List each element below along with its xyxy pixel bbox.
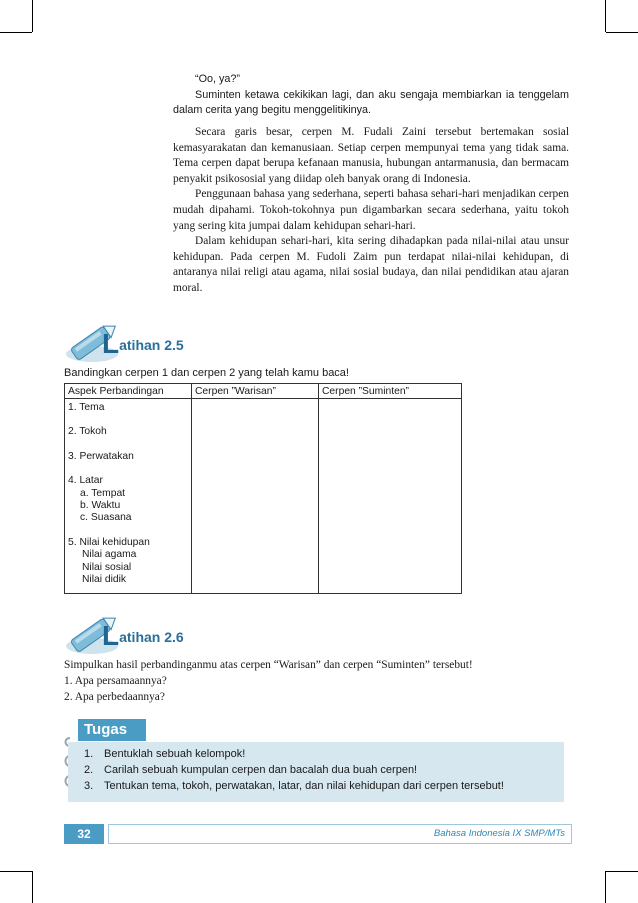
comparison-table bbox=[64, 383, 462, 594]
latihan-2-5-title-text: atihan 2.5 bbox=[119, 337, 184, 353]
warisan-answer-cell[interactable] bbox=[192, 399, 319, 594]
book-title: Bahasa Indonesia IX SMP/MTs bbox=[433, 828, 565, 839]
aspect-suasana: c. Suasana bbox=[80, 512, 132, 524]
tugas-item-text: Tentukan tema, tokoh, perwatakan, latar, dan nilai kehidupan dari cerpen tersebut! bbox=[104, 780, 504, 792]
aspect-latar: 4. Latar bbox=[68, 475, 103, 487]
tugas-item-text: Carilah sebuah kumpulan cerpen dan bacalah dua buah cerpen! bbox=[104, 764, 418, 776]
latihan-2-5-title bbox=[102, 330, 184, 358]
tugas-item-text: Bentuklah sebuah kelompok! bbox=[104, 748, 246, 760]
tugas-item bbox=[84, 762, 504, 778]
latihan-2-6-instruction: Simpulkan hasil perbandinganmu atas cerpen “Warisan” dan cerpen “Suminten” tersebut! bbox=[64, 659, 473, 671]
aspect-tokoh: 2. Tokoh bbox=[68, 426, 107, 438]
latihan-2-6-title bbox=[102, 622, 184, 650]
dialogue-line-1: “Oo, ya?” bbox=[195, 73, 241, 85]
crop-mark-bottom-left-v bbox=[32, 871, 33, 903]
crop-mark-top-left-h bbox=[0, 32, 32, 33]
aspect-perwatakan: 3. Perwatakan bbox=[68, 450, 134, 462]
crop-mark-bottom-right-h bbox=[606, 871, 638, 872]
paragraph-theme: Secara garis besar, cerpen M. Fudali Zaini tersebut bertemakan sosial kemasyarakatan dan kemanusiaan. Setiap cerpen mempunyai tema yang tidak sama. Tema cerpen dapat berupa kefanaan manusia, hubungan antarmanusia, dan bermacam penyakit psikososial yang diidap oleh banyak orang di Indonesia. bbox=[173, 126, 569, 185]
aspect-nilai-kehidupan: 5. Nilai kehidupan bbox=[68, 536, 150, 548]
table-header-row bbox=[65, 384, 462, 399]
crop-mark-bottom-right-v bbox=[605, 871, 606, 903]
aspect-tempat: a. Tempat bbox=[80, 487, 126, 499]
crop-mark-top-right-v bbox=[605, 0, 606, 32]
page-footer bbox=[64, 824, 570, 844]
tugas-item bbox=[84, 746, 504, 762]
header-warisan: Cerpen ”Warisan” bbox=[192, 384, 319, 399]
table-body-row bbox=[65, 399, 462, 594]
question-similarity: 1. Apa persamaannya? bbox=[64, 675, 167, 687]
question-difference: 2. Apa perbedaannya? bbox=[64, 691, 165, 703]
suminten-answer-cell[interactable] bbox=[319, 399, 462, 594]
tugas-list bbox=[84, 746, 504, 794]
dialogue-block bbox=[173, 72, 569, 119]
aspect-nilai-didik: Nilai didik bbox=[82, 574, 127, 586]
footer-bar bbox=[108, 824, 572, 844]
latihan-2-6-initial: L bbox=[102, 620, 120, 651]
analysis-text bbox=[173, 125, 569, 297]
tugas-item-number: 3. bbox=[84, 780, 94, 792]
latihan-2-6-body bbox=[64, 657, 473, 705]
header-aspect: Aspek Perbandingan bbox=[65, 384, 192, 399]
latihan-2-5-initial: L bbox=[102, 328, 120, 359]
crop-mark-bottom-left-h bbox=[0, 871, 32, 872]
latihan-2-6-heading bbox=[64, 608, 194, 658]
tugas-item-number: 1. bbox=[84, 748, 94, 760]
latihan-2-5-heading bbox=[64, 316, 194, 366]
latihan-2-6-title-text: atihan 2.6 bbox=[119, 629, 184, 645]
tugas-section bbox=[64, 716, 566, 804]
header-suminten: Cerpen ”Suminten” bbox=[319, 384, 462, 399]
aspect-column bbox=[65, 399, 192, 594]
tugas-item-number: 2. bbox=[84, 764, 94, 776]
latihan-2-5-instruction: Bandingkan cerpen 1 dan cerpen 2 yang telah kamu baca! bbox=[64, 367, 349, 379]
aspect-tema: 1. Tema bbox=[68, 402, 105, 413]
aspect-waktu: b. Waktu bbox=[80, 500, 121, 512]
page-number: 32 bbox=[64, 824, 104, 844]
paragraph-values: Dalam kehidupan sehari-hari, kita sering dihadapkan pada nilai-nilai atau unsur kehidupan. Pada cerpen M. Fudoli Zaim pun terdapat nilai-nilai kehidupan, di antaranya nilai religi atau agama, nilai sosial budaya, dan nilai pendidikan atau ajaran moral. bbox=[173, 235, 569, 294]
paragraph-language: Penggunaan bahasa yang sederhana, seperti bahasa sehari-hari menjadikan cerpen mudah dipahami. Tokoh-tokohnya pun digambarkan secara sederhana, yaitu tokoh yang sering kita jumpai dalam kehidupan sehari-hari. bbox=[173, 188, 569, 232]
crop-mark-top-right-h bbox=[606, 32, 638, 33]
tugas-label: Tugas bbox=[78, 719, 146, 741]
aspect-nilai-agama: Nilai agama bbox=[82, 549, 137, 561]
tugas-item bbox=[84, 778, 504, 794]
dialogue-line-2: Suminten ketawa cekikikan lagi, dan aku sengaja membiarkan ia tenggelam dalam cerita yang begitu menggelitikinya. bbox=[173, 88, 569, 117]
aspect-nilai-sosial: Nilai sosial bbox=[82, 561, 132, 573]
crop-mark-top-left-v bbox=[32, 0, 33, 32]
